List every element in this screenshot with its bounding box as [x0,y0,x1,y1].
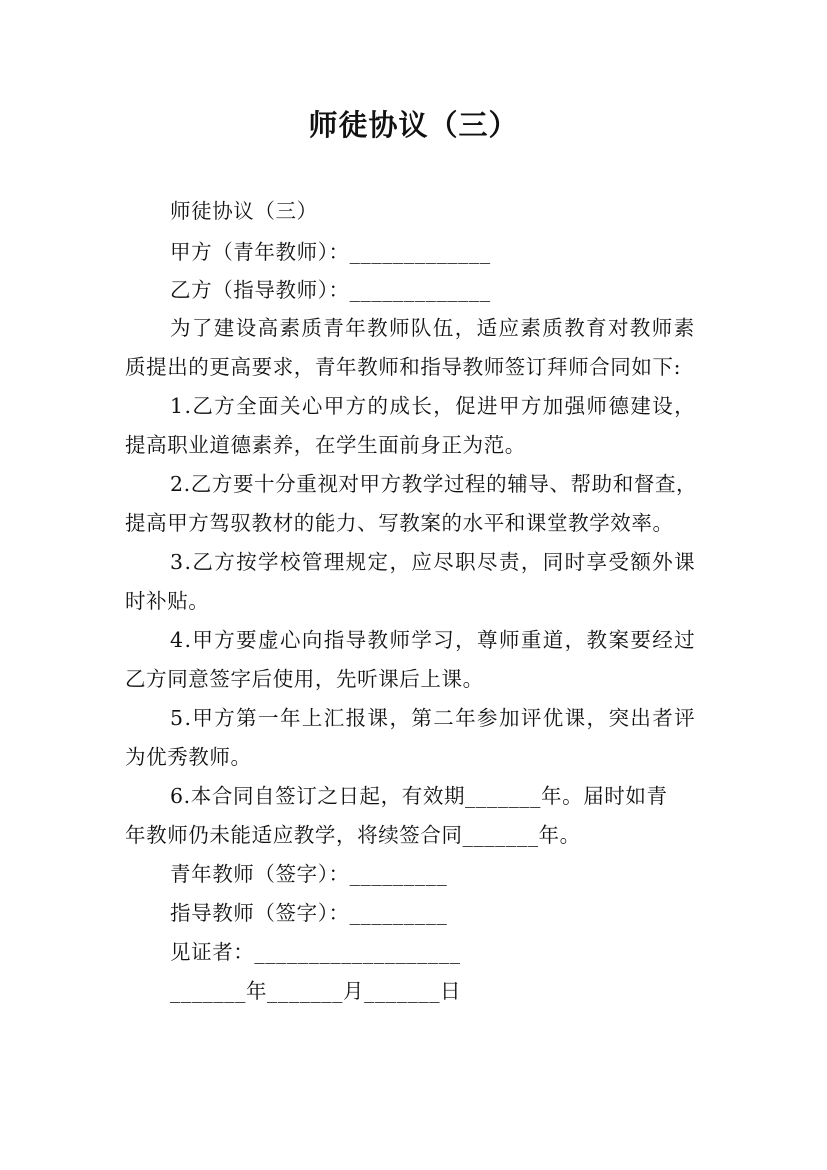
clause-1-line-1: 1.乙方全面关心甲方的成长，促进甲方加强师德建设， [170,394,697,418]
clause-5-line-2: 为优秀教师。 [125,745,252,769]
clause-2-line-1: 2.乙方要十分重视对甲方教学过程的辅导、帮助和督查， [170,472,698,496]
clause-1-line-2: 提高职业道德素养，在学生面前身正为范。 [125,433,526,457]
clause-2-line-2: 提高甲方驾驭教材的能力、写教案的水平和课堂教学效率。 [125,511,674,535]
date-line: _______年_______月_______日 [170,979,462,1003]
clause-6-line-2: 年教师仍未能适应教学，将续签合同_______年。 [125,823,581,847]
clause-3-line-1: 3.乙方按学校管理规定，应尽职尽责，同时享受额外课 [170,550,697,574]
young-teacher-signature-line: 青年教师（签字）：_________ [170,862,448,886]
party-a-line: 甲方（青年教师）：_____________ [170,240,491,264]
mentor-signature-line: 指导教师（签字）：_________ [170,901,448,925]
subtitle-line: 师徒协议（三） [170,199,318,223]
clause-5-line-1: 5.甲方第一年上汇报课，第二年参加评优课，突出者评 [170,706,697,730]
party-b-line: 乙方（指导教师）：_____________ [170,278,491,302]
clause-4-line-2: 乙方同意签字后使用，先听课后上课。 [125,667,484,691]
clause-4-line-1: 4.甲方要虚心向指导教师学习，尊师重道，教案要经过 [170,628,697,652]
intro-paragraph-line-1: 为了建设高素质青年教师队伍，适应素质教育对教师素 [170,316,696,340]
intro-paragraph-line-2: 质提出的更高要求，青年教师和指导教师签订拜师合同如下: [125,355,682,379]
clause-6-line-1: 6.本合同自签订之日起，有效期_______年。届时如青 [170,784,668,808]
witness-signature-line: 见证者：___________________ [170,940,461,964]
document-title: 师徒协议（三） [308,108,519,142]
clause-3-line-2: 时补贴。 [125,589,210,613]
